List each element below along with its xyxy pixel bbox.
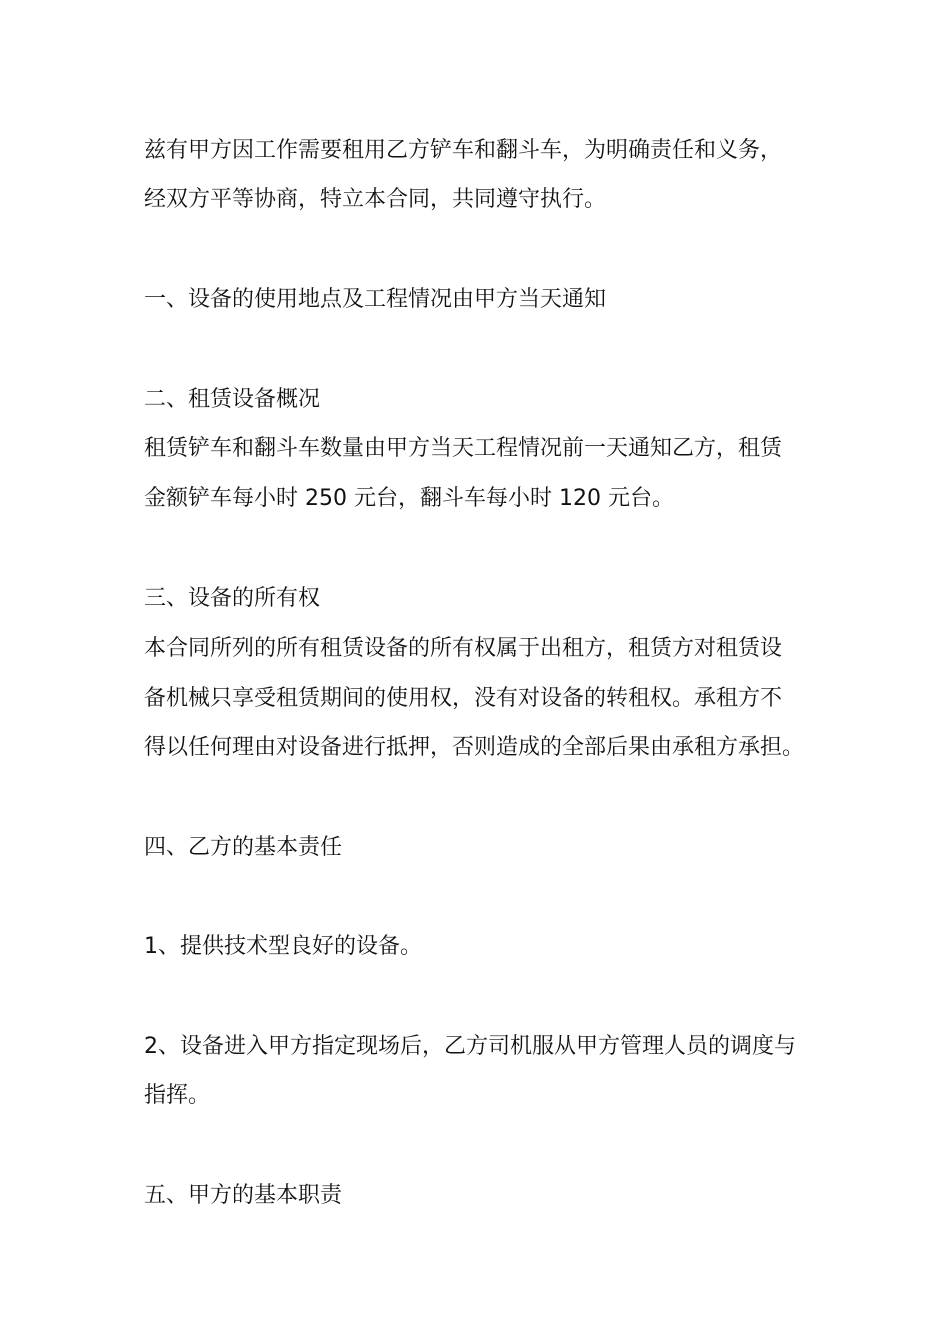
section-3-line-1: 本合同所列的所有租赁设备的所有权属于出租方，租赁方对租赁设 — [144, 636, 783, 661]
section-4-item-2-line-2: 指挥。 — [144, 1083, 211, 1108]
section-1-heading: 一、设备的使用地点及工程情况由甲方当天通知 — [144, 287, 607, 312]
section-5-heading: 五、甲方的基本职责 — [144, 1183, 343, 1208]
section-2-line-1: 租赁铲车和翻斗车数量由甲方当天工程情况前一天通知乙方，租赁 — [144, 436, 783, 461]
intro-line-2: 经双方平等协商，特立本合同，共同遵守执行。 — [144, 187, 607, 212]
section-3-heading: 三、设备的所有权 — [144, 586, 321, 611]
section-4-item-2-line-1: 2、设备进入甲方指定现场后，乙方司机服从甲方管理人员的调度与 — [144, 1034, 796, 1059]
intro-line-1: 兹有甲方因工作需要租用乙方铲车和翻斗车，为明确责任和义务， — [144, 138, 783, 163]
section-4-heading: 四、乙方的基本责任 — [144, 835, 343, 860]
section-4-item-1: 1、提供技术型良好的设备。 — [144, 934, 422, 959]
section-2-heading: 二、租赁设备概况 — [144, 387, 321, 412]
section-3-line-3: 得以任何理由对设备进行抵押，否则造成的全部后果由承租方承担。 — [144, 735, 805, 760]
section-2-line-2: 金额铲车每小时 250 元台，翻斗车每小时 120 元台。 — [144, 486, 674, 511]
section-3-line-2: 备机械只享受租赁期间的使用权，没有对设备的转租权。承租方不 — [144, 686, 783, 711]
